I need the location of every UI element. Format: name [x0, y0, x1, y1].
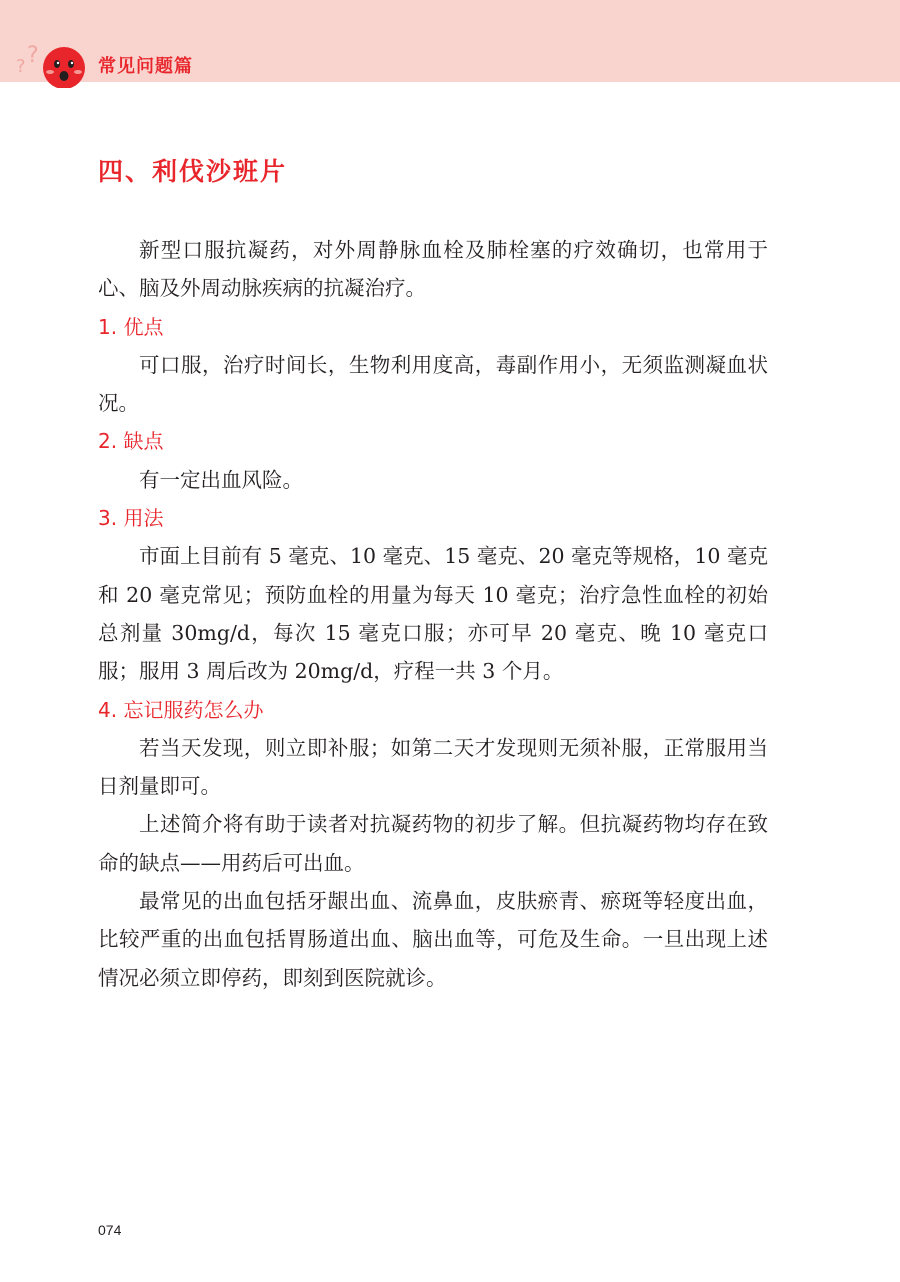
disadvantages-paragraph: 有一定出血风险。	[139, 467, 303, 492]
body-content	[98, 231, 768, 997]
intro-paragraph: 新型口服抗凝药，对外周静脉血栓及肺栓塞的疗效确切，也常用于心、脑及外周动脉疾病的抗凝治疗。	[98, 238, 768, 301]
svg-text:?: ?	[16, 56, 26, 77]
subheading-disadvantages: 2. 缺点	[98, 429, 164, 454]
missed-dose-paragraph: 若当天发现，则立即补服；如第二天才发现则无须补服，正常服用当日剂量即可。	[98, 735, 768, 799]
subheading-advantages: 1. 优点	[98, 314, 164, 339]
subheading-usage: 3. 用法	[98, 506, 164, 531]
header-title: 常见问题篇	[98, 56, 193, 77]
red-face-question-icon	[14, 38, 94, 88]
bleeding-paragraph: 最常见的出血包括牙龈出血、流鼻血，皮肤瘀青、瘀斑等轻度出血，比较严重的出血包括胃肠道出血、脑出血等，可危及生命。一旦出现上述情况必须立即停药，即刻到医院就诊。	[98, 889, 768, 990]
advantages-paragraph: 可口服，治疗时间长，生物利用度高，毒副作用小，无须监测凝血状况。	[98, 352, 768, 416]
usage-paragraph: 市面上目前有 5 毫克、10 毫克、15 毫克、20 毫克等规格，10 毫克和 20 毫克常见；预防血栓的用量为每天 10 毫克；治疗急性血栓的初始总剂量 30mg/d，每次 15 毫克口服；亦可早 20 毫克、晚 10 毫克口服；服用 3 周后改为 20mg/d，疗程一共 3 个月。	[98, 544, 768, 684]
svg-text:?: ?	[27, 43, 39, 68]
subheading-missed-dose: 4. 忘记服药怎么办	[98, 697, 264, 722]
section-title: 四、利伐沙班片	[98, 157, 288, 186]
page-number: 074	[98, 1222, 122, 1238]
summary-paragraph: 上述简介将有助于读者对抗凝药物的初步了解。但抗凝药物均存在致命的缺点——用药后可出血。	[98, 812, 768, 875]
